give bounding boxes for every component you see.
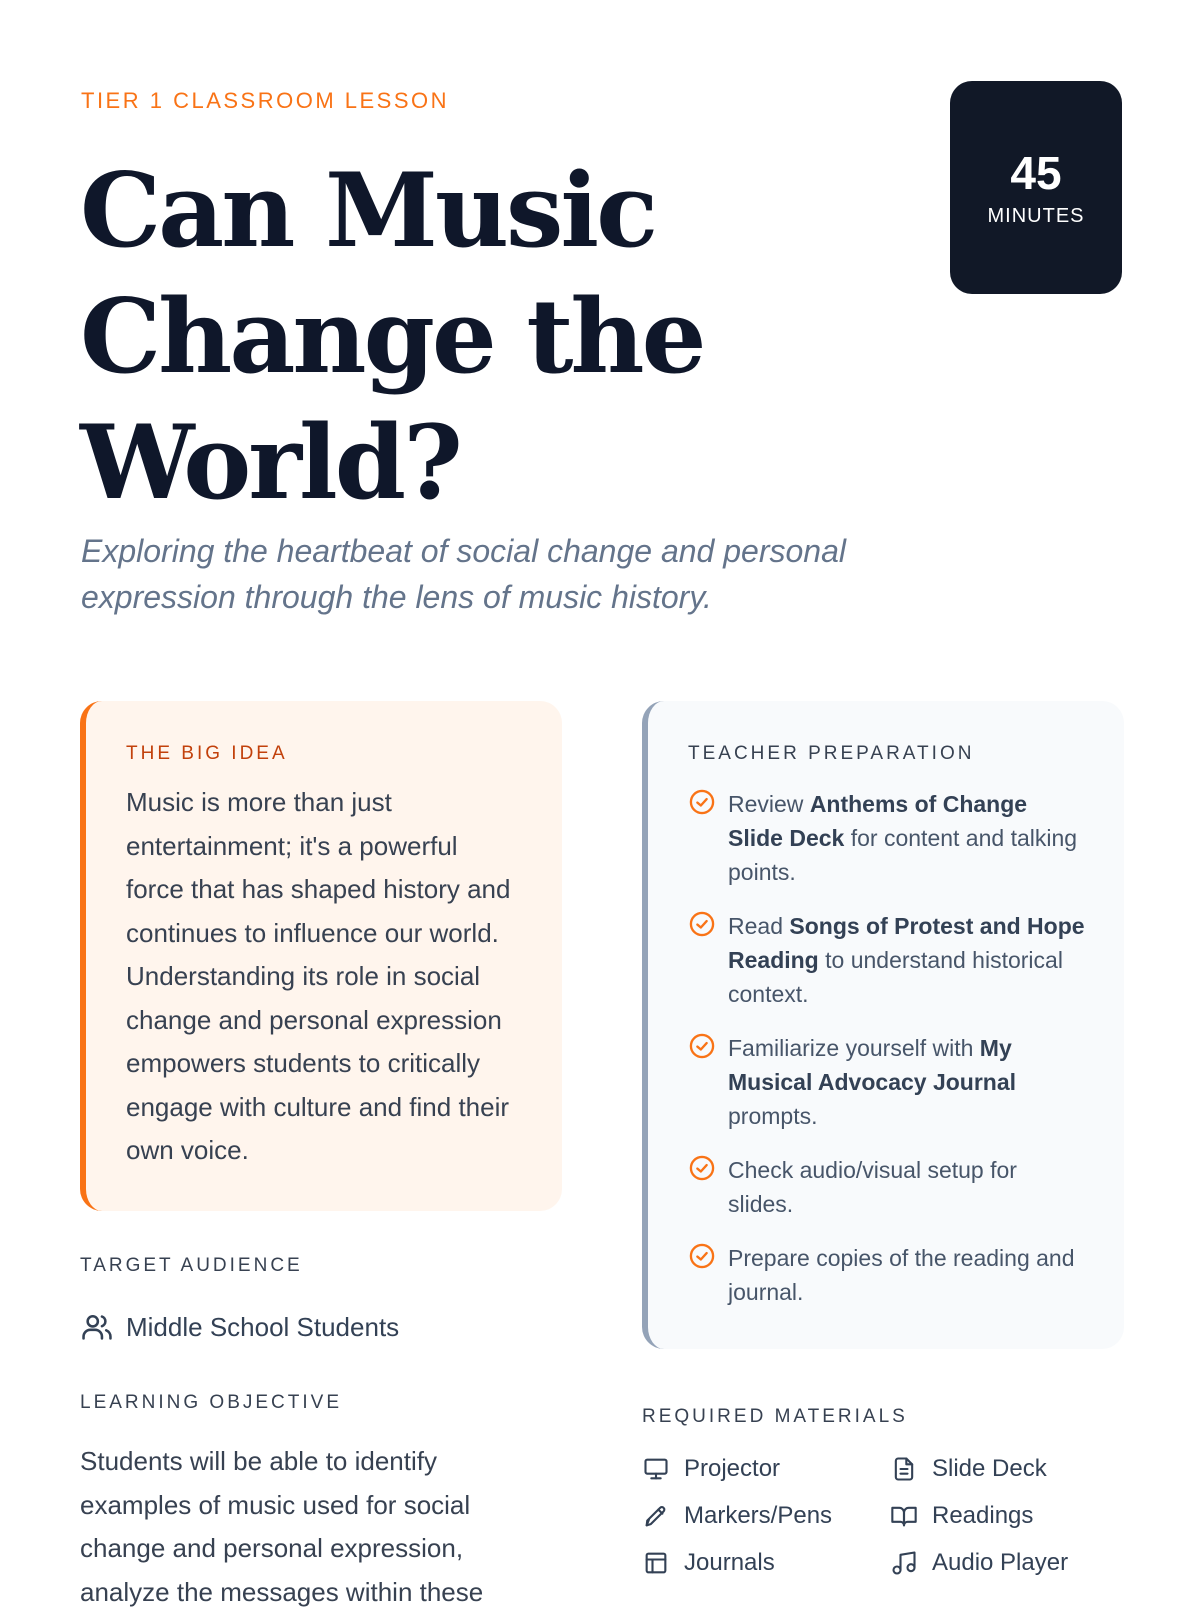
prep-item bbox=[688, 909, 1088, 1011]
prep-item bbox=[688, 787, 1088, 889]
check-circle-icon bbox=[688, 1032, 716, 1060]
material-label: Projector bbox=[684, 1454, 781, 1482]
material-label: Audio Player bbox=[932, 1548, 1069, 1576]
prep-item-text: Read Songs of Protest and Hope Reading to understand historical context. bbox=[728, 913, 1085, 1007]
page-subtitle: Exploring the heartbeat of social change and personal expression through the lens of music history. bbox=[81, 533, 846, 615]
material-label: Markers/Pens bbox=[684, 1501, 833, 1529]
pen-icon bbox=[642, 1502, 670, 1530]
big-idea-card bbox=[80, 701, 562, 1211]
book-icon bbox=[890, 1502, 918, 1530]
prep-item-text: Review Anthems of Change Slide Deck for content and talking points. bbox=[728, 791, 1078, 885]
required-materials-label: REQUIRED MATERIALS bbox=[642, 1406, 908, 1427]
check-circle-icon bbox=[688, 1154, 716, 1182]
prep-item bbox=[688, 1153, 1088, 1221]
prep-item-text: Prepare copies of the reading and journal. bbox=[728, 1245, 1075, 1305]
big-idea-label: THE BIG IDEA bbox=[126, 743, 288, 764]
lesson-tier-label: TIER 1 CLASSROOM LESSON bbox=[81, 88, 450, 113]
material-item bbox=[642, 1546, 890, 1579]
duration-badge bbox=[950, 81, 1122, 294]
teacher-preparation-card bbox=[642, 701, 1124, 1349]
material-label: Journals bbox=[684, 1548, 775, 1576]
prep-item-text: Check audio/visual setup for slides. bbox=[728, 1157, 1017, 1217]
target-audience-label: TARGET AUDIENCE bbox=[80, 1255, 303, 1276]
target-audience bbox=[80, 1310, 399, 1344]
users-icon bbox=[80, 1310, 114, 1344]
duration-value: 45 bbox=[1010, 147, 1062, 199]
check-circle-icon bbox=[688, 1242, 716, 1270]
page-title: Can Music Change the World? bbox=[80, 151, 704, 523]
music-icon bbox=[890, 1549, 918, 1577]
materials-grid bbox=[642, 1452, 1112, 1579]
material-item bbox=[890, 1546, 1110, 1579]
learning-objective-text: Students will be able to identify examples of music used for social change and personal expression, analyze the messages within these bbox=[80, 1446, 484, 1607]
monitor-icon bbox=[642, 1455, 670, 1483]
prep-item bbox=[688, 1031, 1088, 1133]
teacher-preparation-list bbox=[688, 787, 1088, 1309]
prep-item bbox=[688, 1241, 1088, 1309]
material-item bbox=[890, 1452, 1110, 1485]
material-item bbox=[642, 1499, 890, 1532]
document-icon bbox=[890, 1455, 918, 1483]
teacher-preparation-label: TEACHER PREPARATION bbox=[688, 743, 975, 764]
layout-icon bbox=[642, 1549, 670, 1577]
check-circle-icon bbox=[688, 788, 716, 816]
prep-item-text: Familiarize yourself with My Musical Advocacy Journal prompts. bbox=[728, 1035, 1017, 1129]
target-audience-value: Middle School Students bbox=[126, 1311, 400, 1342]
material-label: Readings bbox=[932, 1501, 1034, 1529]
check-circle-icon bbox=[688, 910, 716, 938]
big-idea-text: Music is more than just entertainment; it's a powerful force that has shaped history and continues to influence our world. Understanding its role in social change and personal expression empowers students to critically engage with culture and find their own voice. bbox=[126, 787, 511, 1165]
duration-unit: MINUTES bbox=[987, 205, 1085, 227]
material-label: Slide Deck bbox=[932, 1454, 1047, 1482]
material-item bbox=[890, 1499, 1110, 1532]
material-item bbox=[642, 1452, 890, 1485]
learning-objective-label: LEARNING OBJECTIVE bbox=[80, 1392, 342, 1413]
